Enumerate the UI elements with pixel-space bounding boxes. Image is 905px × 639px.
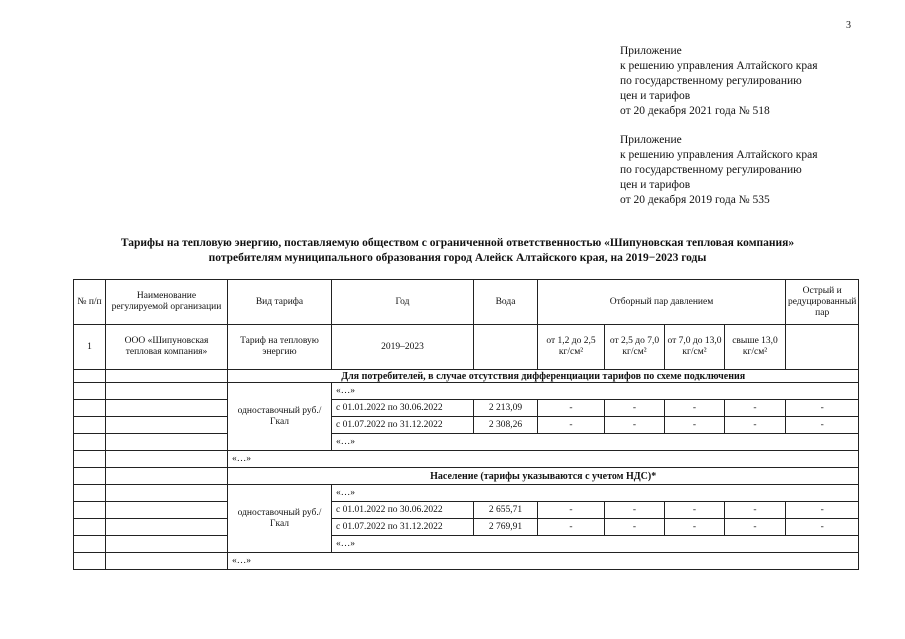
title-line-2: потребителям муниципального образования город Алейск Алтайского края, на 2019−2023 годы	[208, 252, 707, 264]
table-header-row	[74, 280, 859, 325]
appendix-line: цен и тарифов	[620, 90, 691, 102]
appendix-reference-2021	[620, 44, 818, 119]
tariff-label: одноставочный руб./Гкал	[228, 383, 332, 451]
appendix-line: к решению управления Алтайского края	[620, 149, 818, 161]
dash: -	[605, 400, 665, 417]
steam-col-2: от 2,5 до 7,0 кг/см²	[605, 325, 665, 370]
dash: -	[538, 400, 605, 417]
appendix-line: Приложение	[620, 134, 682, 146]
dash: -	[725, 417, 786, 434]
appendix-line: от 20 декабря 2021 года № 518	[620, 105, 770, 117]
table-row	[74, 536, 859, 553]
table-row	[74, 400, 859, 417]
dash: -	[665, 519, 725, 536]
ellipsis: «…»	[332, 485, 859, 502]
period: с 01.07.2022 по 31.12.2022	[332, 417, 474, 434]
appendix-line: к решению управления Алтайского края	[620, 60, 818, 72]
row-year: 2019–2023	[332, 325, 474, 370]
table-row	[74, 519, 859, 536]
header-num: № п/п	[74, 280, 106, 325]
ellipsis: «…»	[332, 383, 859, 400]
section-title: Для потребителей, в случае отсутствия дифференциации тарифов по схеме подключения	[228, 370, 859, 383]
title-line-1: Тарифы на тепловую энергию, поставляемую обществом с ограниченной ответственностью «Шипуновская тепловая компания»	[120, 237, 795, 249]
header-steam: Отборный пар давлением	[538, 280, 786, 325]
dash: -	[538, 519, 605, 536]
dash: -	[725, 400, 786, 417]
table-row	[74, 325, 859, 370]
header-org: Наименование регулируемой организации	[106, 280, 228, 325]
water-value: 2 655,71	[474, 502, 538, 519]
dash: -	[786, 502, 859, 519]
header-sharp-steam: Острый и редуцированный пар	[786, 280, 859, 325]
appendix-line: по государственному регулированию	[620, 75, 802, 87]
dash: -	[725, 502, 786, 519]
tariff-label: одноставочный руб./Гкал	[228, 485, 332, 553]
table-row	[74, 383, 859, 400]
ellipsis: «…»	[228, 451, 859, 468]
ellipsis: «…»	[228, 553, 859, 570]
ellipsis: «…»	[332, 434, 859, 451]
dash: -	[665, 502, 725, 519]
steam-col-1: от 1,2 до 2,5 кг/см²	[538, 325, 605, 370]
appendix-line: Приложение	[620, 45, 682, 57]
dash: -	[538, 502, 605, 519]
section-title-row	[74, 370, 859, 383]
section-title: Население (тарифы указываются с учетом НДС)*	[228, 468, 859, 485]
ellipsis: «…»	[332, 536, 859, 553]
table-row	[74, 502, 859, 519]
steam-col-4: свыше 13,0 кг/см²	[725, 325, 786, 370]
row-sharp-steam	[786, 325, 859, 370]
appendix-reference-2019	[620, 133, 818, 208]
appendix-line: цен и тарифов	[620, 179, 691, 191]
period: с 01.07.2022 по 31.12.2022	[332, 519, 474, 536]
dash: -	[538, 417, 605, 434]
water-value: 2 308,26	[474, 417, 538, 434]
appendix-line: по государственному регулированию	[620, 164, 802, 176]
document-title	[60, 236, 855, 266]
water-value: 2 769,91	[474, 519, 538, 536]
water-value: 2 213,09	[474, 400, 538, 417]
dash: -	[725, 519, 786, 536]
dash: -	[605, 417, 665, 434]
dash: -	[605, 502, 665, 519]
table-row	[74, 451, 859, 468]
dash: -	[786, 417, 859, 434]
dash: -	[665, 417, 725, 434]
dash: -	[665, 400, 725, 417]
row-org: ООО «Шипуновская тепловая компания»	[106, 325, 228, 370]
table-row	[74, 553, 859, 570]
dash: -	[786, 400, 859, 417]
header-water: Вода	[474, 280, 538, 325]
row-tariff-type: Тариф на тепловую энергию	[228, 325, 332, 370]
table-row	[74, 417, 859, 434]
steam-col-3: от 7,0 до 13,0 кг/см²	[665, 325, 725, 370]
dash: -	[605, 519, 665, 536]
page-number: 3	[846, 20, 851, 31]
row-water	[474, 325, 538, 370]
row-num: 1	[74, 325, 106, 370]
dash: -	[786, 519, 859, 536]
appendix-line: от 20 декабря 2019 года № 535	[620, 194, 770, 206]
table-row	[74, 485, 859, 502]
table-row	[74, 434, 859, 451]
header-tariff-type: Вид тарифа	[228, 280, 332, 325]
tariff-table	[73, 279, 859, 570]
header-year: Год	[332, 280, 474, 325]
period: с 01.01.2022 по 30.06.2022	[332, 400, 474, 417]
period: с 01.01.2022 по 30.06.2022	[332, 502, 474, 519]
section-title-row	[74, 468, 859, 485]
